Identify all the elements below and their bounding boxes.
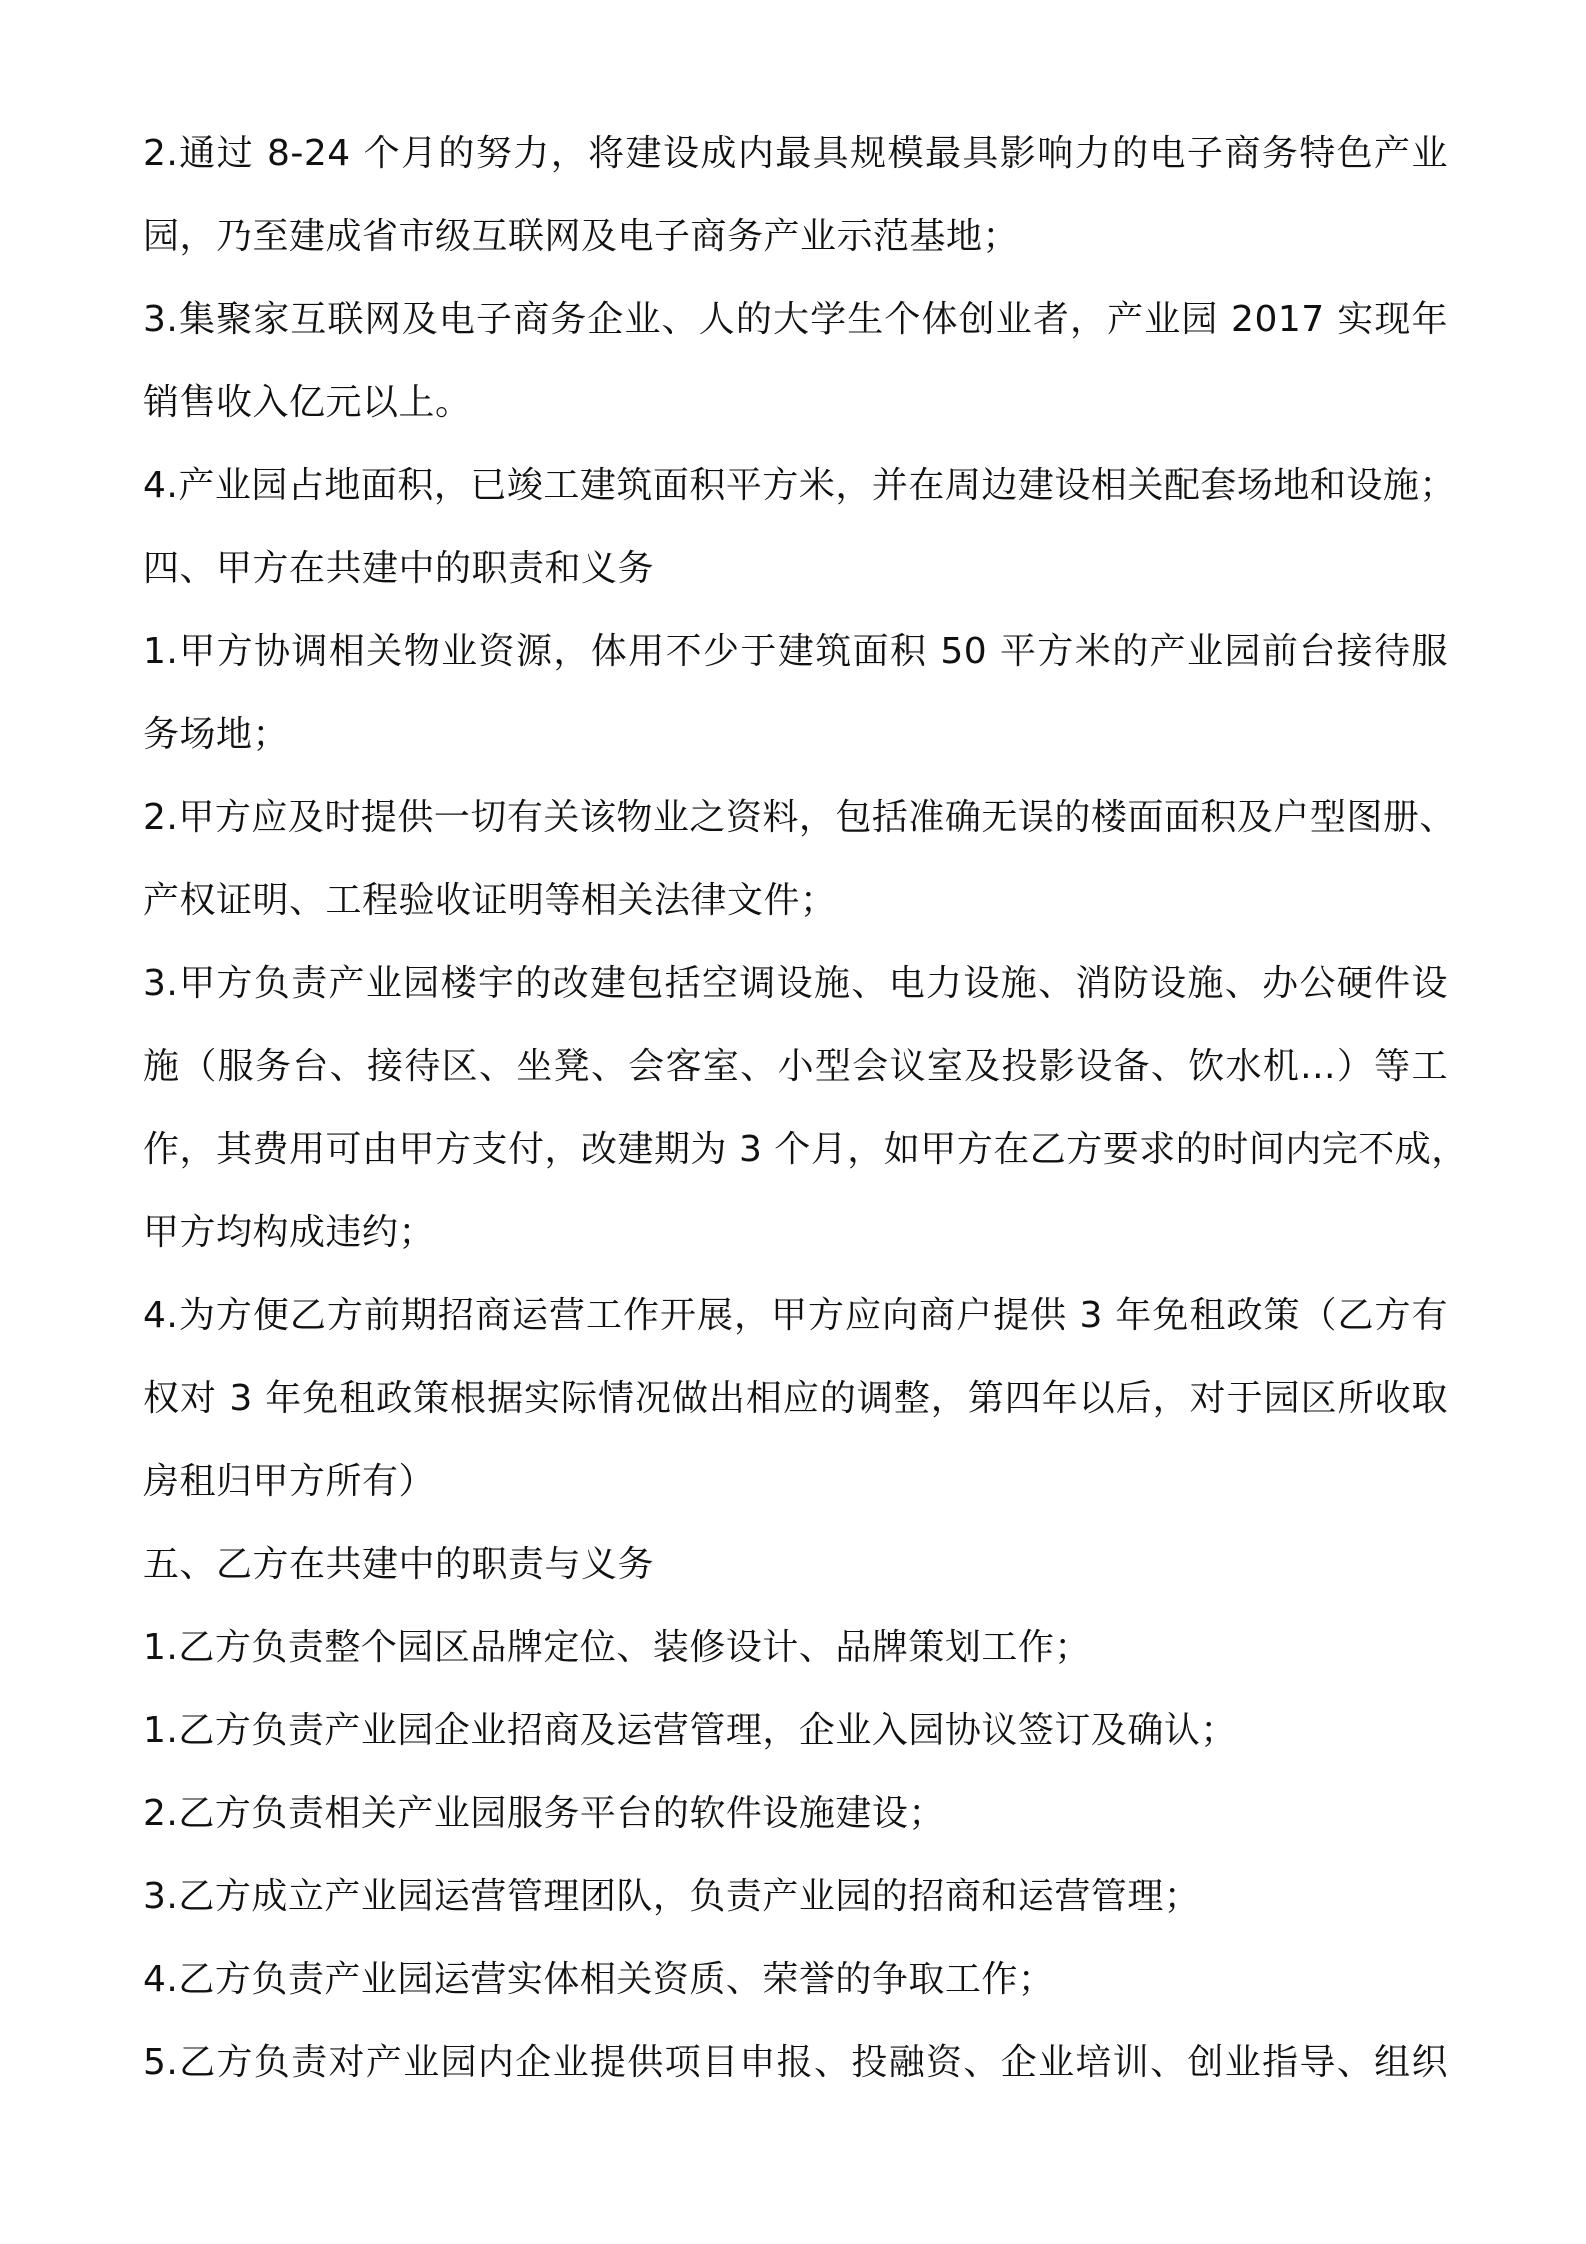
text-line: 房租归甲方所有）	[143, 1461, 436, 1502]
text-line: 园，乃至建成省市级互联网及电子商务产业示范基地；	[143, 216, 1020, 257]
text-line: 产权证明、工程验收证明等相关法律文件；	[143, 880, 837, 921]
text-line: 4.乙方负责产业园运营实体相关资质、荣誉的争取工作；	[143, 1959, 1055, 2000]
text-line: 4.为方便乙方前期招商运营工作开展，甲方应向商户提供 3 年免租政策（乙方有	[143, 1295, 1448, 1336]
text-line: 3.集聚家互联网及电子商务企业、人的大学生个体创业者，产业园 2017 实现年	[143, 299, 1448, 340]
text-line: 务场地；	[143, 714, 290, 755]
text-line: 销售收入亿元以上。	[143, 382, 472, 423]
text-line: 作，其费用可由甲方支付，改建期为 3 个月，如甲方在乙方要求的时间内完不成，	[143, 1129, 1468, 1170]
text-line: 1.乙方负责产业园企业招商及运营管理，企业入园协议签订及确认；	[143, 1710, 1237, 1751]
text-line: 权对 3 年免租政策根据实际情况做出相应的调整，第四年以后，对于园区所收取	[143, 1378, 1448, 1419]
text-line: 2.通过 8-24 个月的努力，将建设成内最具规模最具影响力的电子商务特色产业	[143, 133, 1448, 174]
text-line: 2.甲方应及时提供一切有关该物业之资料，包括准确无误的楼面面积及户型图册、	[143, 797, 1456, 838]
text-line: 3.乙方成立产业园运营管理团队，负责产业园的招商和运营管理；	[143, 1876, 1201, 1917]
text-line: 1.乙方负责整个园区品牌定位、装修设计、品牌策划工作；	[143, 1627, 1091, 1668]
text-line: 4.产业园占地面积，已竣工建筑面积平方米，并在周边建设相关配套场地和设施；	[143, 465, 1456, 506]
text-line: 5.乙方负责对产业园内企业提供项目申报、投融资、企业培训、创业指导、组织	[143, 2042, 1448, 2083]
section-heading: 五、乙方在共建中的职责与义务	[143, 1544, 655, 1585]
text-line: 甲方均构成违约；	[143, 1212, 436, 1253]
text-line: 施（服务台、接待区、坐凳、会客室、小型会议室及投影设备、饮水机...）等工	[143, 1046, 1448, 1087]
section-heading: 四、甲方在共建中的职责和义务	[143, 548, 655, 589]
text-line: 2.乙方负责相关产业园服务平台的软件设施建设；	[143, 1793, 945, 1834]
text-line: 1.甲方协调相关物业资源，体用不少于建筑面积 50 平方米的产业园前台接待服	[143, 631, 1448, 672]
text-line: 3.甲方负责产业园楼宇的改建包括空调设施、电力设施、消防设施、办公硬件设	[143, 963, 1448, 1004]
